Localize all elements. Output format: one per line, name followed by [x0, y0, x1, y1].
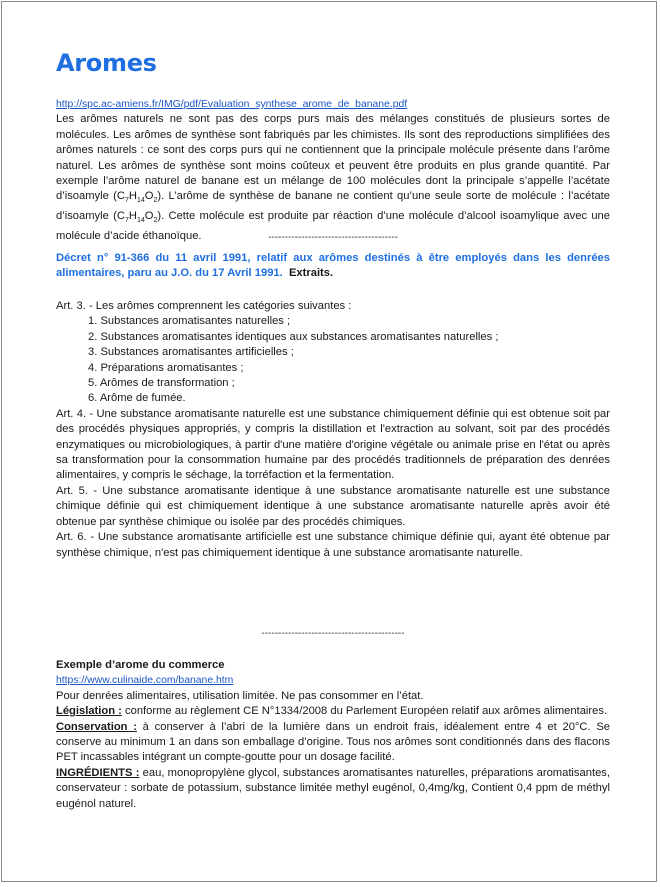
commerce-heading: Exemple d’arome du commerce — [56, 659, 225, 671]
intro-text-2: ). L’arôme de synthèse de banane ne contient qu’une seule sorte de molécule : l’acétate d’isoamyle (C — [56, 190, 611, 223]
intro-section — [56, 97, 610, 244]
formula-sub: 14 — [136, 197, 145, 205]
list-item: 4. Préparations aromatisantes ; — [88, 361, 244, 374]
legislation-text: conforme au règlement CE N°1334/2008 du Parlement Européen relatif aux arômes alimentaires. — [121, 705, 608, 718]
formula-sub: 2 — [153, 197, 158, 205]
document-page — [1, 1, 657, 882]
decree-text: Décret n° 91-366 du 11 avril 1991, relatif aux arômes destinés à être employés dans les denrées alimentaires, paru au J.O. du 17 Avril 1991. — [56, 252, 610, 280]
usage-text: Pour denrées alimentaires, utilisation limitée. Ne pas consommer en l’état. — [56, 689, 424, 702]
commerce-section — [56, 658, 610, 812]
ingredients-text: eau, monopropylène glycol, substances aromatisantes naturelles, préparations aromatisantes, conservateur : sorbate de potassium, substance limitée methyl eugénol, 0,4mg/kg, Contient 0,4 ppm de méthyl eugénol naturel. — [56, 766, 610, 810]
article-4: Art. 4. - Une substance aromatisante naturelle est une substance chimiquement définie qui est obtenue soit par des procédés physiques appropriés, y compris la distillation et l'extraction au solvant, soit par des procédés enzymatiques ou microbiologiques, à partir d'une matière d'origine végétale ou animale prise en l'état ou après sa transformation pour la consommation humaine par des procédés traditionnels de préparation des denrées alimentaires, y compris le séchage, la torréfaction et la fermentation. — [56, 407, 610, 482]
conservation-label: Conservation : — [56, 720, 137, 733]
intro-paragraph — [56, 112, 610, 244]
formula-sub: 14 — [136, 217, 145, 225]
formula-text: H — [128, 210, 137, 223]
articles-section — [56, 299, 610, 561]
article-6: Art. 6. - Une substance aromatisante artificielle est une substance chimique définie qui, ayant été obtenue par synthèse chimique, n'est pas chimiquement identique à une substance aromatisante naturelle. — [56, 531, 610, 559]
legislation-paragraph — [56, 704, 610, 719]
formula-text: H — [128, 190, 137, 203]
legislation-label: Législation : — [56, 705, 122, 718]
list-item: 1. Substances aromatisantes naturelles ; — [88, 315, 291, 328]
categories-list — [56, 314, 610, 406]
conservation-text: à conserver à l’abri de la lumière dans un endroit frais, idéalement entre 4 et 20°C. Se conserve au minimum 1 an dans son emballage d’origine. Tous nos arômes sont conditionnés dans des flacons PET incassables intégrant un compte-goutte pour un dosage facilité. — [56, 720, 611, 764]
list-item: 3. Substances aromatisantes artificielles ; — [88, 346, 294, 359]
conservation-paragraph — [56, 720, 610, 766]
formula-text: O — [144, 190, 154, 203]
separator: --------------------------------------- — [268, 232, 398, 243]
article-5: Art. 5. - Une substance aromatisante identique à une substance aromatisante naturelle est une substance chimique définie qui est chimiquement identique à une substance aromatisante naturelle après avoir été obtenue par synthèse chimique ou isolée par des procédés chimiques. — [56, 484, 610, 528]
list-item: 2. Substances aromatisantes identiques aux substances aromatisantes naturelles ; — [88, 330, 499, 343]
list-item: 5. Arômes de transformation ; — [88, 377, 235, 390]
commerce-link[interactable]: https://www.culinaide.com/banane.htm — [56, 675, 234, 687]
ingredients-label: INGRÉDIENTS : — [56, 766, 140, 779]
intro-text-1: Les arômes naturels ne sont pas des corps purs mais des mélanges constitués de plusieurs sortes de molécules. Les arômes de synthèse sont fabriqués par les chimistes. Ils sont des reproductions simplifiées des arômes naturels : ce sont des corps purs qui ne contiennent que la principale molécule présente dans l’arôme naturel. Les arômes de synthèse sont moins coûteux et peuvent être produits en plus grande quantité. Par exemple l’arôme naturel de banane est un mélange de 100 molécules dont la principale s’appelle l’acétate d’isoamyle (C — [56, 113, 610, 203]
source-link[interactable]: http://spc.ac-amiens.fr/IMG/pdf/Evaluation_synthese_arome_de_banane.pdf — [56, 99, 408, 110]
decree-heading — [56, 251, 610, 282]
formula-text: O — [144, 210, 154, 223]
intro-text-3: ). Cette molécule est produite par réaction d’une molécule d’alcool isoamylique avec une molécule d’acide éthanoïque. — [56, 210, 611, 242]
article-3-intro: Art. 3. - Les arômes comprennent les catégories suivantes : — [56, 300, 352, 312]
page-title: Aromes — [56, 49, 157, 77]
formula-sub: 7 — [124, 217, 129, 225]
ingredients-paragraph — [56, 766, 610, 812]
list-item: 6. Arôme de fumée. — [88, 392, 186, 405]
extraits-label: Extraits. — [288, 267, 334, 280]
formula-sub: 7 — [124, 197, 129, 205]
formula-sub: 2 — [153, 217, 158, 225]
separator: ------------------------------------------- — [261, 628, 405, 639]
